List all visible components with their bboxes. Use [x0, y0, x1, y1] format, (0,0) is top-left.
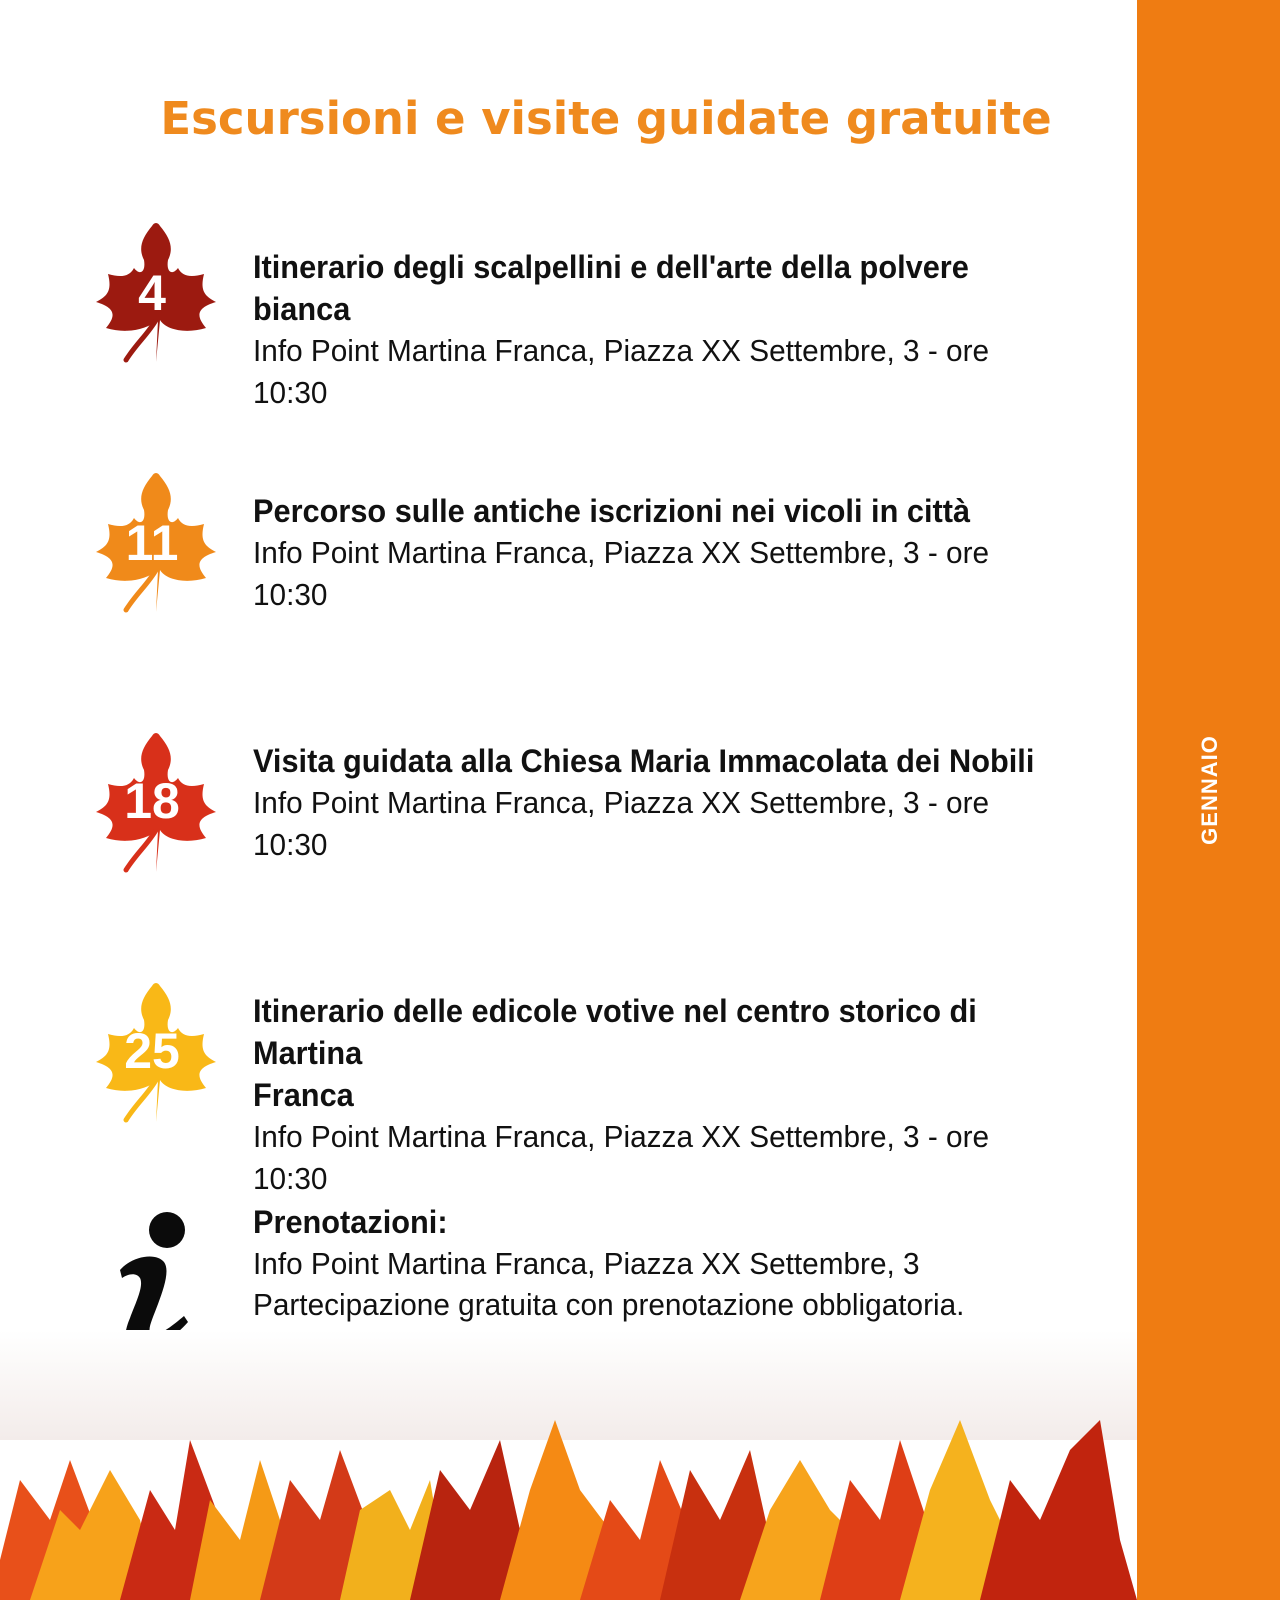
page-title: Escursioni e visite guidate gratuite	[160, 92, 1052, 145]
event-title: Itinerario delle edicole votive nel centro storico di Martina	[253, 993, 977, 1071]
event-day: 18	[124, 773, 180, 829]
month-label: GENNAIO	[1197, 735, 1222, 845]
event-day: 11	[125, 515, 179, 571]
event-text	[253, 490, 1103, 616]
event-place: Info Point Martina Franca, Piazza XX Settembre, 3 - ore 10:30	[253, 333, 990, 410]
event-title: Percorso sulle antiche iscrizioni nei vicoli in città	[253, 493, 971, 529]
event-text	[253, 246, 1103, 414]
booking-heading: Prenotazioni:	[253, 1204, 448, 1240]
event-title: Itinerario degli scalpellini e dell'arte della polvere bianca	[253, 249, 969, 327]
event-text	[253, 990, 1103, 1200]
event-place: Info Point Martina Franca, Piazza XX Settembre, 3 - ore 10:30	[253, 785, 990, 862]
event-text	[253, 740, 1103, 866]
autumn-leaves-decoration	[0, 1400, 1137, 1600]
booking-line: Partecipazione gratuita con prenotazione obbligatoria.	[253, 1287, 965, 1322]
event-title-continued: Franca	[253, 1077, 354, 1113]
event-place: Info Point Martina Franca, Piazza XX Settembre, 3 - ore 10:30	[253, 535, 990, 612]
booking-line: Info Point Martina Franca, Piazza XX Settembre, 3	[253, 1246, 920, 1281]
event-day: 25	[124, 1023, 180, 1079]
event-place: Info Point Martina Franca, Piazza XX Settembre, 3 - ore 10:30	[253, 1119, 990, 1196]
event-day: 4	[138, 265, 166, 321]
event-title: Visita guidata alla Chiesa Maria Immacolata dei Nobili	[253, 743, 1035, 779]
